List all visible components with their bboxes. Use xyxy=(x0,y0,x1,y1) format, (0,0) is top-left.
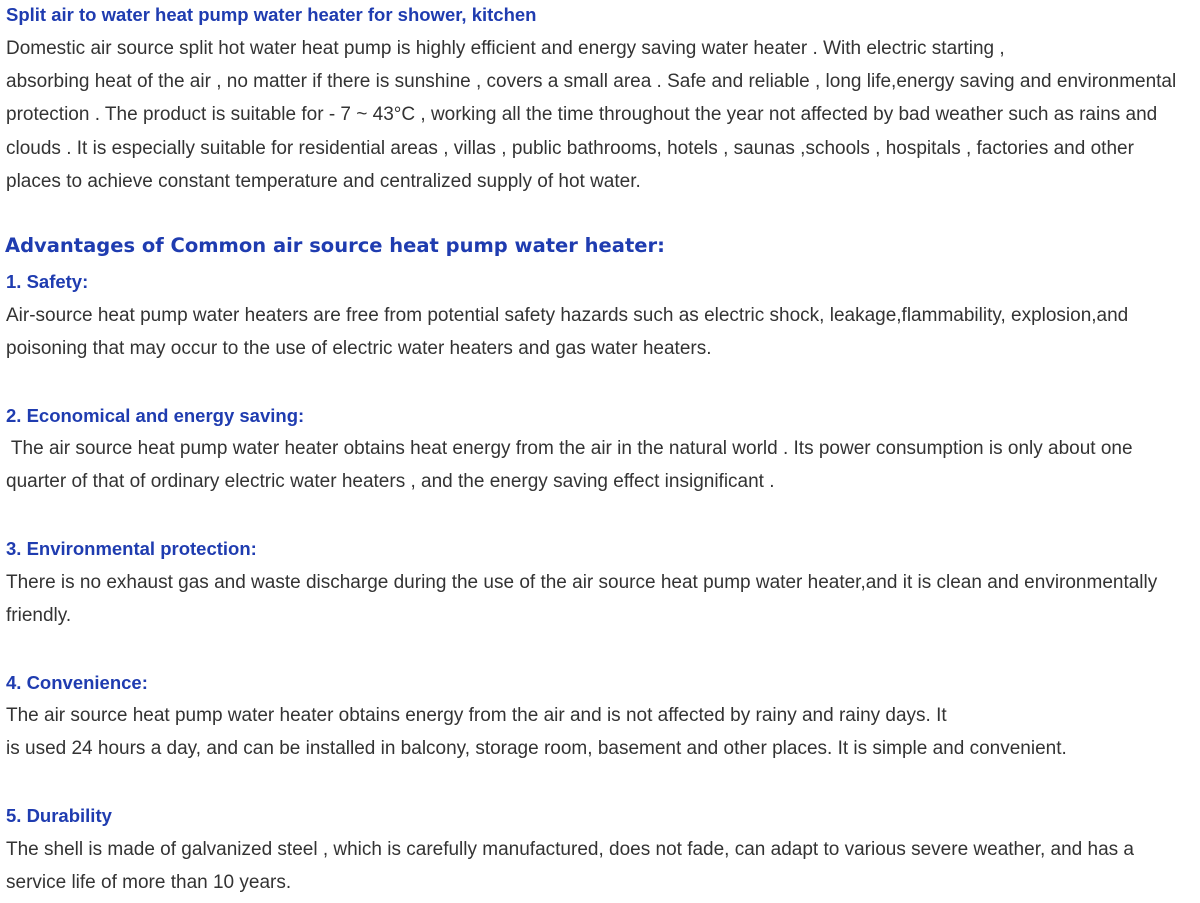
convenience-text-line: The air source heat pump water heater obtains energy from the air and is not affected by rainy and rainy days. It xyxy=(6,705,947,726)
environmental-heading: 3. Environmental protection: xyxy=(6,538,257,559)
intro-line: protection . The product is suitable for - 7 ~ 43°C , working all the time throughout the year not affected by bad weather such as rains and xyxy=(6,104,1158,125)
economical-text-line: quarter of that of ordinary electric water heaters , and the energy saving effect insignificant . xyxy=(6,471,775,492)
product-title: Split air to water heat pump water heater for shower, kitchen xyxy=(6,4,537,25)
durability-text-line: service life of more than 10 years. xyxy=(6,872,292,893)
advantages-title: Advantages of Common air source heat pump water heater: xyxy=(5,234,665,257)
convenience-heading: 4. Convenience: xyxy=(6,672,148,693)
convenience-text-line: is used 24 hours a day, and can be installed in balcony, storage room, basement and other places. It is simple and convenient. xyxy=(6,738,1067,759)
economical-heading: 2. Economical and energy saving: xyxy=(6,405,305,426)
environmental-text-line: There is no exhaust gas and waste discharge during the use of the air source heat pump water heater,and it is clean and environmentally xyxy=(6,572,1158,593)
intro-line: places to achieve constant temperature and centralized supply of hot water. xyxy=(6,171,641,192)
safety-heading: 1. Safety: xyxy=(6,271,89,292)
safety-text-line: Air-source heat pump water heaters are free from potential safety hazards such as electric shock, leakage,flammability, explosion,and xyxy=(6,305,1129,326)
durability-heading: 5. Durability xyxy=(6,805,112,826)
durability-text-line: The shell is made of galvanized steel , which is carefully manufactured, does not fade, can adapt to various severe weather, and has a xyxy=(6,839,1134,860)
economical-text-line: The air source heat pump water heater obtains heat energy from the air in the natural world . Its power consumption is only about one xyxy=(6,438,1133,459)
intro-line: Domestic air source split hot water heat pump is highly efficient and energy saving water heater . With electric starting , xyxy=(6,38,1005,59)
safety-text-line: poisoning that may occur to the use of electric water heaters and gas water heaters. xyxy=(6,338,712,359)
intro-line: absorbing heat of the air , no matter if there is sunshine , covers a small area . Safe and reliable , long life,energy saving and environmental xyxy=(6,71,1177,92)
environmental-text-line: friendly. xyxy=(6,605,72,626)
intro-line: clouds . It is especially suitable for residential areas , villas , public bathrooms, hotels , saunas ,schools , hospitals , factories and other xyxy=(6,138,1134,159)
